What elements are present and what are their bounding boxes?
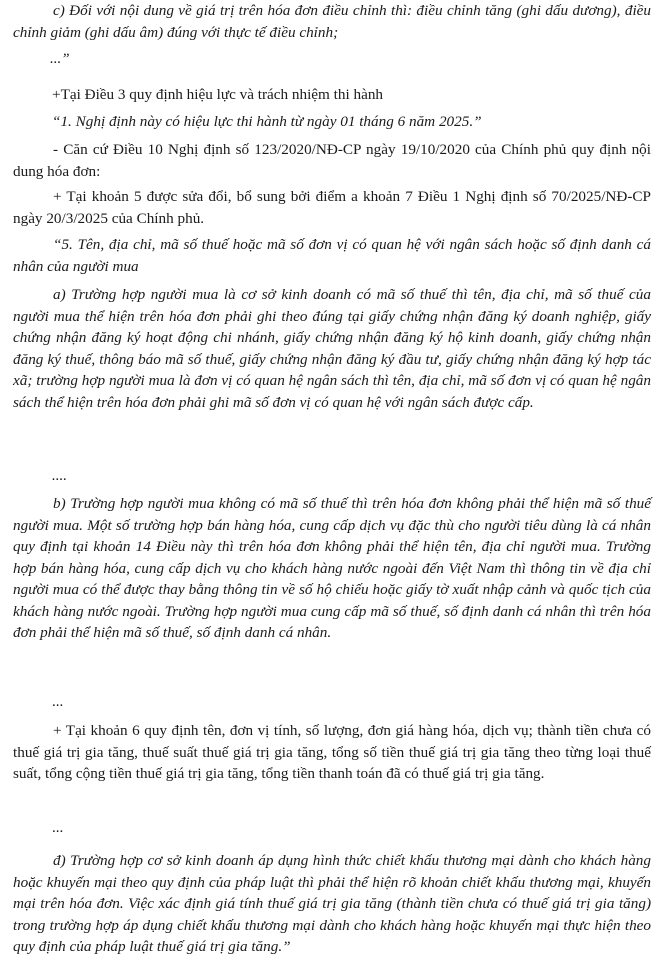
paragraph-effective-date: “1. Nghị định này có hiệu lực thi hành từ ngày 01 tháng 6 năm 2025.”: [52, 113, 482, 130]
paragraph-clause-5-title: “5. Tên, địa chỉ, mã số thuế hoặc mã số đơn vị có quan hệ với ngân sách hoặc số định danh cá nhân của người mua: [13, 236, 651, 275]
ellipsis-1: ....: [52, 468, 67, 484]
paragraph-clause-5-amended: + Tại khoản 5 được sửa đổi, bổ sung bởi điểm a khoản 7 Điều 1 Nghị định số 70/2025/NĐ-CP ngày 20/3/2025 của Chính phủ.: [13, 188, 651, 227]
ellipsis-2: ...: [52, 694, 64, 710]
paragraph-basis-article-10: - Căn cứ Điều 10 Nghị định số 123/2020/NĐ-CP ngày 19/10/2020 của Chính phủ quy định nội dung hóa đơn:: [13, 141, 651, 180]
paragraph-c-adjustment: c) Đối với nội dung về giá trị trên hóa đơn điều chỉnh thì: điều chỉnh tăng (ghi dấu dương), điều chỉnh giảm (ghi dấu âm) đúng với thực tế điều chỉnh;: [13, 2, 651, 41]
paragraph-b-buyer-without-tax-code: b) Trường hợp người mua không có mã số thuế thì trên hóa đơn không phải thể hiện mã số thuế người mua. Một số trường hợp bán hàng hóa, cung cấp dịch vụ đặc thù cho người tiêu dùng là cá nhân quy định tại khoản 14 Điều này thì trên hóa đơn không phải thể hiện tên, địa chỉ người mua. Trường hợp bán hàng hóa, cung cấp dịch vụ cho khách hàng nước ngoài đến Việt Nam thì thông tin về địa chỉ người mua có thể được thay bằng thông tin về số hộ chiếu hoặc giấy tờ xuất nhập cảnh và quốc tịch của khách hàng nước ngoài. Trường hợp người mua cung cấp mã số thuế, số định danh cá nhân thì trên hóa đơn phải thể hiện mã số thuế, số định danh cá nhân.: [13, 495, 651, 641]
paragraph-clause-6: + Tại khoản 6 quy định tên, đơn vị tính, số lượng, đơn giá hàng hóa, dịch vụ; thành tiền chưa có thuế giá trị gia tăng, thuế suất thuế giá trị gia tăng, tổng số tiền thuế giá trị gia tăng theo từng loại thuế suất, tổng cộng tiền thuế giá trị gia tăng, tổng tiền thanh toán đã có thuế giá trị gia tăng.: [13, 722, 651, 782]
paragraph-article-3-heading: +Tại Điều 3 quy định hiệu lực và trách nhiệm thi hành: [52, 86, 384, 103]
paragraph-a-buyer-with-tax-code: a) Trường hợp người mua là cơ sở kinh doanh có mã số thuế thì tên, địa chỉ, mã số thuế của người mua thể hiện trên hóa đơn phải ghi theo đúng tại giấy chứng nhận đăng ký doanh nghiệp, giấy chứng nhận đăng ký hoạt động chi nhánh, giấy chứng nhận đăng ký hộ kinh doanh, giấy chứng nhận đăng ký thuế, thông báo mã số thuế, giấy chứng nhận đăng ký đầu tư, giấy chứng nhận đăng ký hợp tác xã; trường hợp người mua là đơn vị có quan hệ ngân sách thì tên, địa chỉ, mã số đơn vị có quan hệ ngân sách thể hiện trên hóa đơn phải ghi mã số đơn vị có quan hệ với ngân sách được cấp.: [13, 286, 651, 411]
ellipsis-3: ...: [52, 820, 64, 836]
ellipsis-quote-end: ...”: [50, 51, 70, 67]
paragraph-dd-trade-discount: đ) Trường hợp cơ sở kinh doanh áp dụng hình thức chiết khấu thương mại dành cho khách hàng hoặc khuyến mại theo quy định của pháp luật thì phải thể hiện rõ khoản chiết khấu thương mại, khuyến mại trên hóa đơn. Việc xác định giá tính thuế giá trị gia tăng (thành tiền chưa có thuế giá trị gia tăng) trong trường hợp áp dụng chiết khấu thương mại dành cho khách hàng hoặc khuyến mại thực hiện theo quy định của pháp luật thuế giá trị gia tăng.”: [13, 852, 651, 955]
